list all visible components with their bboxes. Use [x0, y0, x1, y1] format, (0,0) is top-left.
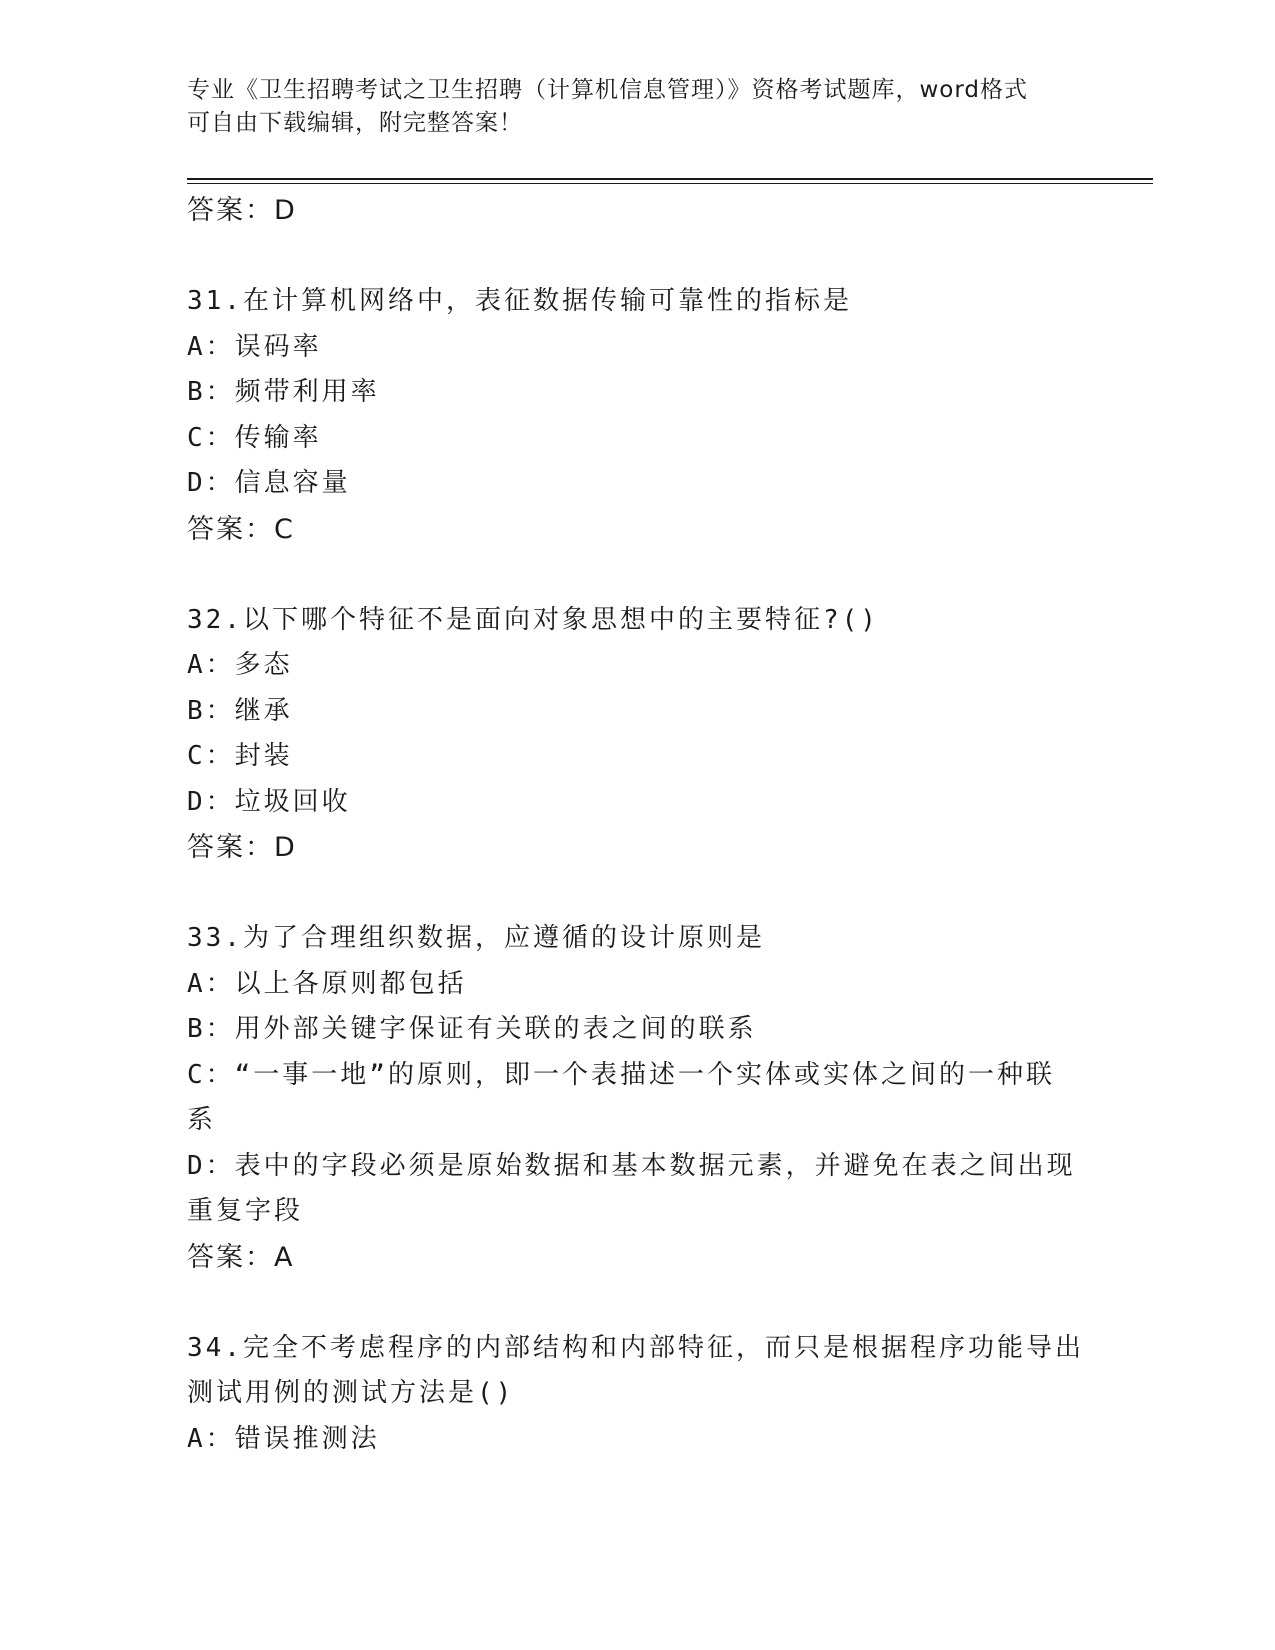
document-header — [187, 74, 1067, 140]
header-line-1: 专业《卫生招聘考试之卫生招聘（计算机信息管理）》资格考试题库，word格式 — [187, 77, 1029, 103]
option-c: C：封装 — [187, 741, 293, 771]
option-d-continued: 重复字段 — [187, 1196, 304, 1226]
question-text: 32.以下哪个特征不是面向对象思想中的主要特征?() — [187, 604, 879, 635]
question-text: 31.在计算机网络中，表征数据传输可靠性的指标是 — [187, 286, 852, 316]
option-a: A：误码率 — [187, 331, 322, 362]
option-a: A：错误推测法 — [187, 1423, 380, 1454]
question-text-continued: 测试用例的测试方法是() — [187, 1378, 515, 1408]
spacer — [187, 871, 1087, 917]
spacer — [187, 552, 1087, 598]
question-32 — [187, 598, 1087, 871]
question-31 — [187, 279, 1087, 552]
option-a: A：多态 — [187, 650, 293, 680]
option-c: C：传输率 — [187, 422, 322, 453]
option-a: A：以上各原则都包括 — [187, 968, 467, 999]
header-divider-thick — [187, 178, 1153, 180]
document-body — [187, 188, 1087, 1462]
option-b: B：继承 — [187, 695, 293, 726]
option-d: D：垃圾回收 — [187, 786, 351, 817]
answer: 答案：A — [187, 1241, 295, 1273]
option-b: B：频带利用率 — [187, 377, 380, 407]
header-divider-thin — [187, 183, 1153, 184]
option-c-continued: 系 — [187, 1105, 217, 1135]
spacer — [187, 1280, 1087, 1326]
question-text: 33.为了合理组织数据，应遵循的设计原则是 — [187, 923, 765, 953]
question-34 — [187, 1326, 1087, 1463]
option-b: B：用外部关键字保证有关联的表之间的联系 — [187, 1014, 757, 1044]
question-33 — [187, 916, 1087, 1280]
answer: 答案：C — [187, 513, 295, 545]
spacer — [187, 234, 1087, 280]
answer: 答案：D — [187, 832, 297, 863]
header-line-2: 可自由下载编辑，附完整答案！ — [187, 110, 523, 136]
answer-previous: 答案：D — [187, 195, 297, 226]
question-text: 34.完全不考虑程序的内部结构和内部特征，而只是根据程序功能导出 — [187, 1332, 1084, 1363]
option-c: C：“一事一地”的原则，即一个表描述一个实体或实体之间的一种联 — [187, 1059, 1055, 1090]
option-d: D：表中的字段必须是原始数据和基本数据元素，并避免在表之间出现 — [187, 1150, 1076, 1181]
option-d: D：信息容量 — [187, 468, 351, 498]
